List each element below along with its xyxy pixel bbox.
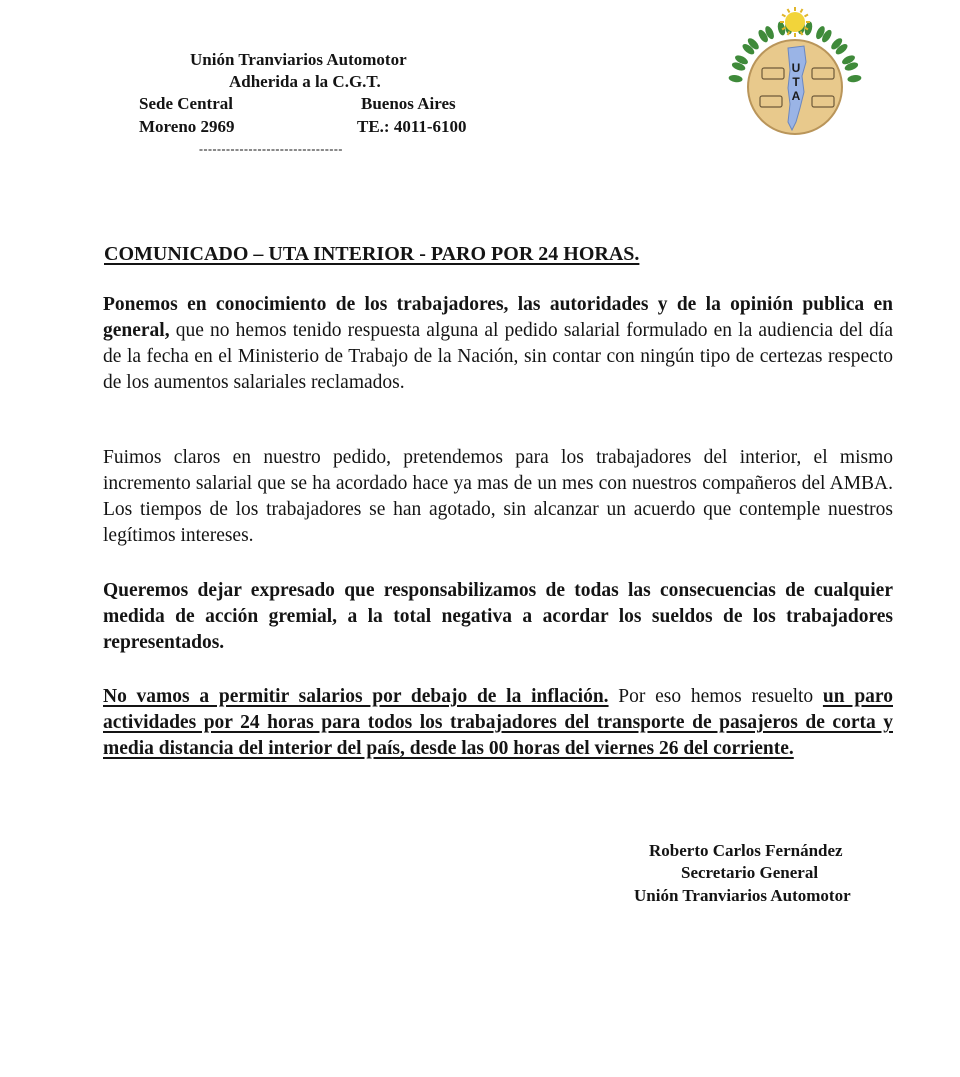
sun-ray [805,15,809,17]
org-name: Unión Tranviarios Automotor [190,50,407,69]
signature-position: Secretario General [681,863,819,882]
signature-name: Roberto Carlos Fernández [649,841,843,860]
uta-seal-logo [718,4,873,160]
paragraph-3: Queremos dejar expresado que responsabilizamos de todas las consecuencias de cualquier medida de acción gremial, a la total negativa a acordar los sueldos de los trabajadores representados. [103,580,893,653]
logo-letter-a: A [791,89,801,103]
address: Moreno 2969 [139,117,235,136]
paragraph-1-body: que no hemos tenido respuesta alguna al pedido salarial formulado en la audiencia del día de la fecha en el Ministerio de Trabajo de la Nación, sin contar con ningún tipo de certezas respecto de los aumentos salariales reclamados. [103,320,893,393]
paragraph-4-plain: Por eso hemos resuelto [608,686,823,707]
sun-ray [782,15,786,17]
city-label: Buenos Aires [361,94,456,113]
sede-central-label: Sede Central [139,94,233,113]
paragraph-1 [103,292,893,396]
paragraph-4-underlined-resolution: un paro actividades por 24 horas para todos los trabajadores del transporte de pasajeros de corta y media distancia del interior del país, desde las 00 horas del viernes 26 del corriente. [103,686,893,759]
paragraph-4-underlined-lead: No vamos a permitir salarios por debajo de la inflación. [103,686,609,707]
paragraph-4 [103,684,893,762]
paragraph-2: Fuimos claros en nuestro pedido, pretendemos para los trabajadores del interior, el mismo incremento salarial que se ha acordado hace ya mas de un mes con nuestros compañeros del AMBA. Los tiempos de los trabajadores se han agotado, sin alcanzar un acuerdo que contemple nuestros legítimos intereses. [103,447,893,546]
paragraph-1-bold-lead: Ponemos en conocimiento de los trabajadores, las autoridades y de la opinión publica en general, [103,294,893,341]
sun-ray [801,9,803,13]
phone: TE.: 4011-6100 [357,117,467,136]
signature-org: Unión Tranviarios Automotor [634,886,851,905]
communique-title: COMUNICADO – UTA INTERIOR - PARO POR 24 HORAS. [104,243,640,265]
sun-ray [788,9,790,13]
logo-letter-t: T [792,75,800,89]
laurel-leaf [728,74,743,83]
laurel-leaf [847,74,862,83]
header-separator: -------------------------------- [199,142,343,156]
cgt-affiliation: Adherida a la C.G.T. [229,72,381,91]
logo-letter-u: U [791,61,801,75]
